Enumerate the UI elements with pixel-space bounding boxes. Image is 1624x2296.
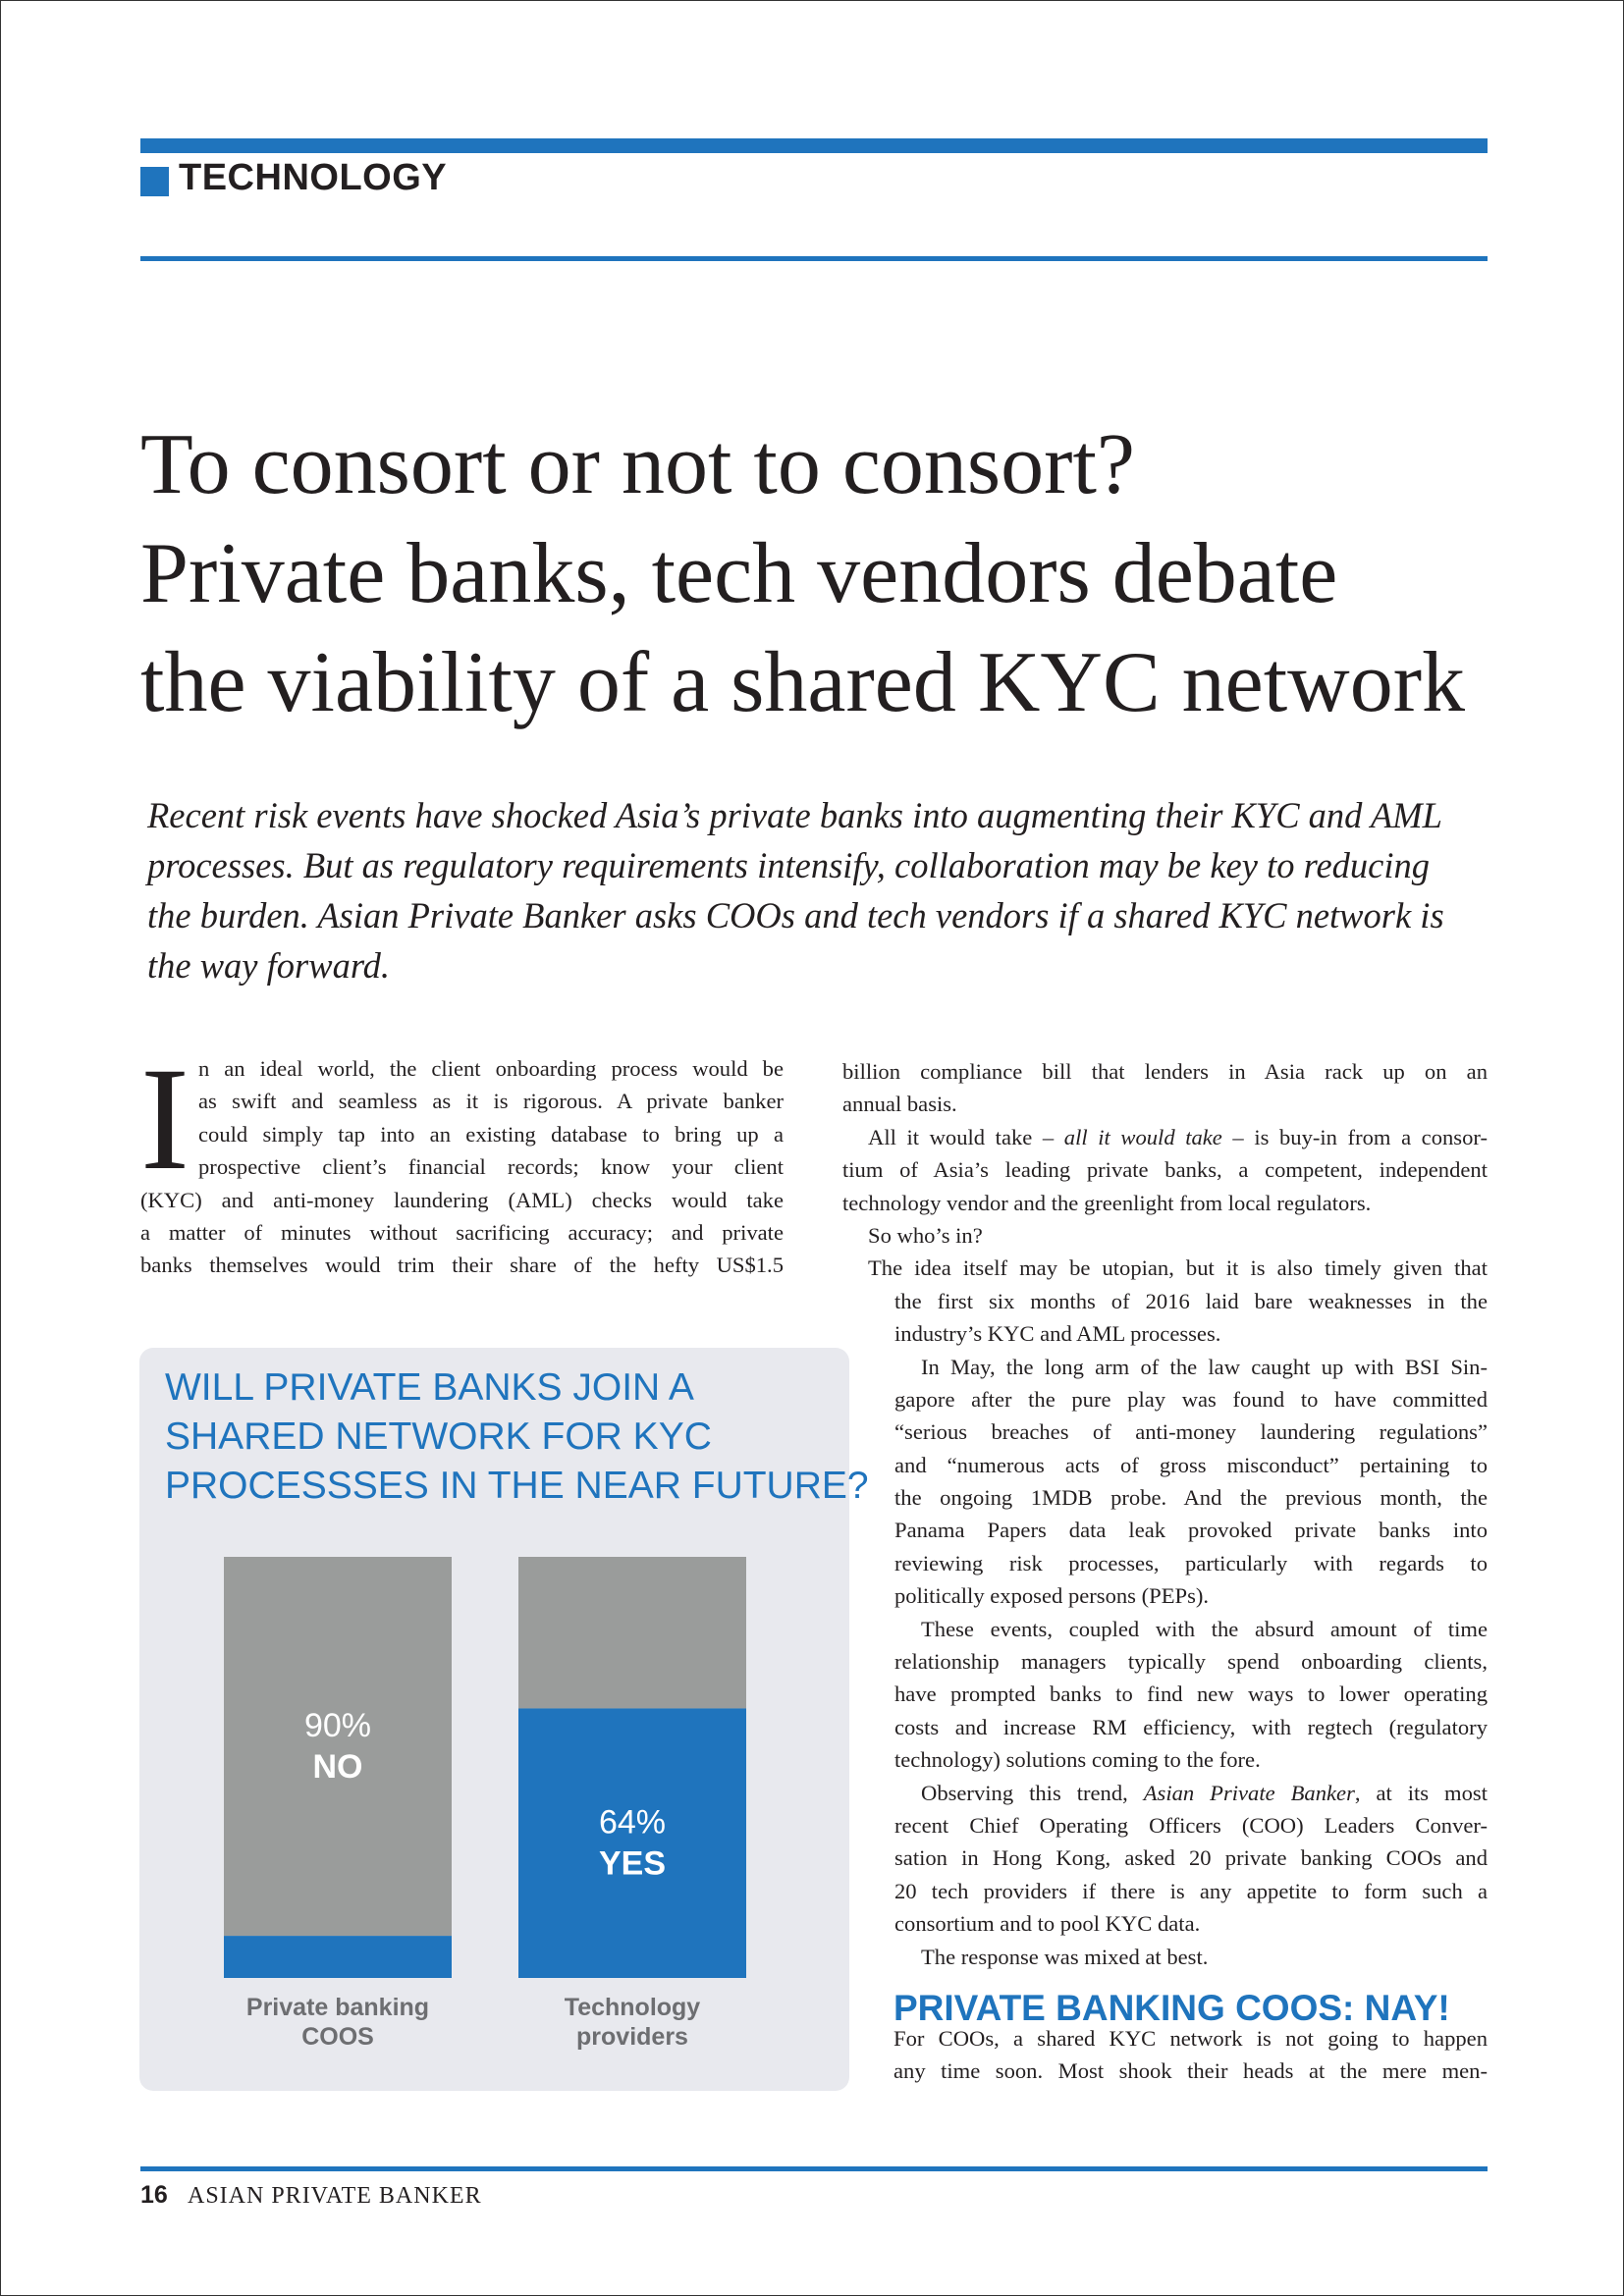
bar-value-label: 64% bbox=[598, 1803, 667, 1842]
body-line: relationship managers typically spend onboarding clients, bbox=[894, 1649, 1488, 1675]
body-line: any time soon. Most shook their heads at the mere men- bbox=[893, 2058, 1488, 2084]
body-line: consortium and to pool KYC data. bbox=[894, 1911, 1201, 1937]
body-text: Observing this trend, bbox=[921, 1780, 1144, 1805]
body-line: sation in Hong Kong, asked 20 private banking COOs and bbox=[894, 1845, 1488, 1871]
headline-line: Private banks, tech vendors debate bbox=[140, 526, 1338, 621]
body-column-right bbox=[842, 1055, 1488, 1973]
body-line: banks themselves would trim their share of the hefty US$1.5 bbox=[140, 1253, 784, 1278]
headline bbox=[140, 410, 1515, 737]
body-line: tium of Asia’s leading private banks, a competent, independent bbox=[842, 1157, 1488, 1183]
body-line: recent Chief Operating Officers (COO) Leaders Conver- bbox=[894, 1812, 1488, 1838]
publication-name: ASIAN PRIVATE BANKER bbox=[188, 2183, 482, 2209]
body-line bbox=[842, 1777, 1488, 1809]
body-line: For COOs, a shared KYC network is not going to happen bbox=[893, 2026, 1488, 2051]
body-line: 20 tech providers if there is any appetite to form such a bbox=[894, 1878, 1488, 1903]
body-text: – is buy-in from a consor- bbox=[1221, 1124, 1488, 1149]
standfirst-line: processes. But as regulatory requirements intensify, collaboration may be key to reducing bbox=[147, 845, 1430, 885]
bar-segment-yes bbox=[518, 1708, 746, 1978]
chart-title-line: SHARED NETWORK FOR KYC bbox=[165, 1415, 712, 1458]
body-emphasis: all it would take bbox=[1063, 1124, 1222, 1149]
category-label: Private banking bbox=[245, 1994, 430, 2021]
chart-svg bbox=[139, 1348, 849, 2091]
body-line: could simply tap into an existing database to bring up a bbox=[198, 1121, 784, 1147]
body-line: So who’s in? bbox=[868, 1222, 983, 1248]
body-column-right-continued bbox=[893, 2022, 1488, 2088]
bar-value-label: 90% bbox=[303, 1707, 372, 1745]
body-line: and “numerous acts of gross misconduct” pertaining to bbox=[894, 1452, 1488, 1477]
body-line: industry’s KYC and AML processes. bbox=[894, 1321, 1221, 1347]
category-label: Technology bbox=[564, 1994, 701, 2021]
body-line: technology) solutions coming to the fore. bbox=[894, 1747, 1261, 1773]
section-marker-square bbox=[140, 167, 169, 196]
category-label: COOS bbox=[301, 2023, 374, 2051]
bar-segment-no bbox=[224, 1557, 452, 1936]
body-line: the ongoing 1MDB probe. And the previous month, the bbox=[894, 1485, 1488, 1511]
header-rule-top bbox=[140, 138, 1488, 153]
subhead: PRIVATE BANKING COOS: NAY! bbox=[893, 1988, 1450, 2028]
body-line: have prompted banks to find new ways to lower operating bbox=[894, 1682, 1488, 1707]
category-label: providers bbox=[576, 2023, 688, 2051]
standfirst-line: the way forward. bbox=[147, 945, 391, 986]
section-label: TECHNOLOGY bbox=[179, 157, 448, 198]
chart-title-line: PROCESSSES IN THE NEAR FUTURE? bbox=[165, 1465, 869, 1507]
body-line: n an ideal world, the client onboarding process would be bbox=[198, 1056, 784, 1081]
bar-answer-label: YES bbox=[598, 1844, 667, 1883]
body-line: billion compliance bill that lenders in Asia rack up on an bbox=[842, 1059, 1488, 1084]
body-line: as swift and seamless as it is rigorous. A private banker bbox=[198, 1089, 784, 1114]
body-column-left bbox=[140, 1038, 784, 1282]
body-line: gapore after the pure play was found to have committed bbox=[894, 1386, 1488, 1412]
standfirst-line: the burden. Asian Private Banker asks COOs and tech vendors if a shared KYC network is bbox=[147, 895, 1444, 935]
body-line: Panama Papers data leak provoked private banks into bbox=[894, 1518, 1488, 1543]
standfirst-line: Recent risk events have shocked Asia’s private banks into augmenting their KYC and AML bbox=[147, 795, 1442, 835]
standfirst bbox=[147, 790, 1502, 990]
body-text: All it would take – bbox=[868, 1124, 1064, 1149]
headline-line: To consort or not to consort? bbox=[140, 417, 1135, 512]
chart-title-line: WILL PRIVATE BANKS JOIN A bbox=[165, 1366, 694, 1409]
body-line: These events, coupled with the absurd amount of time bbox=[921, 1616, 1488, 1641]
header-rule-bottom bbox=[140, 256, 1488, 261]
bar-segment-yes bbox=[224, 1936, 452, 1978]
body-line: annual basis. bbox=[842, 1092, 957, 1117]
body-line: The response was mixed at best. bbox=[921, 1944, 1209, 1969]
body-line: prospective client’s financial records; know your client bbox=[198, 1154, 784, 1180]
body-line: a matter of minutes without sacrificing accuracy; and private bbox=[140, 1219, 784, 1245]
footer-rule bbox=[140, 2166, 1488, 2171]
body-line: politically exposed persons (PEPs). bbox=[894, 1583, 1210, 1609]
bar-answer-label: NO bbox=[312, 1748, 363, 1787]
body-emphasis: Asian Private Banker bbox=[1143, 1780, 1355, 1805]
body-line: In May, the long arm of the law caught up with BSI Sin- bbox=[921, 1354, 1488, 1379]
body-line: the first six months of 2016 laid bare weaknesses in the bbox=[894, 1288, 1488, 1313]
body-line: (KYC) and anti-money laundering (AML) checks would take bbox=[140, 1187, 784, 1212]
page-number: 16 bbox=[140, 2181, 168, 2209]
body-line bbox=[842, 1121, 1488, 1153]
body-line: “serious breaches of anti-money laundering regulations” bbox=[894, 1419, 1488, 1445]
body-line: reviewing risk processes, particularly with regards to bbox=[894, 1550, 1488, 1575]
body-text: , at its most bbox=[1354, 1780, 1488, 1805]
body-line: technology vendor and the greenlight from local regulators. bbox=[842, 1190, 1372, 1215]
headline-line: the viability of a shared KYC network bbox=[140, 635, 1466, 730]
body-line: The idea itself may be utopian, but it is also timely given that bbox=[868, 1255, 1488, 1281]
body-line: costs and increase RM efficiency, with regtech (regulatory bbox=[894, 1714, 1488, 1739]
bar-segment-no bbox=[518, 1557, 746, 1708]
drop-cap: I bbox=[140, 1038, 189, 1201]
